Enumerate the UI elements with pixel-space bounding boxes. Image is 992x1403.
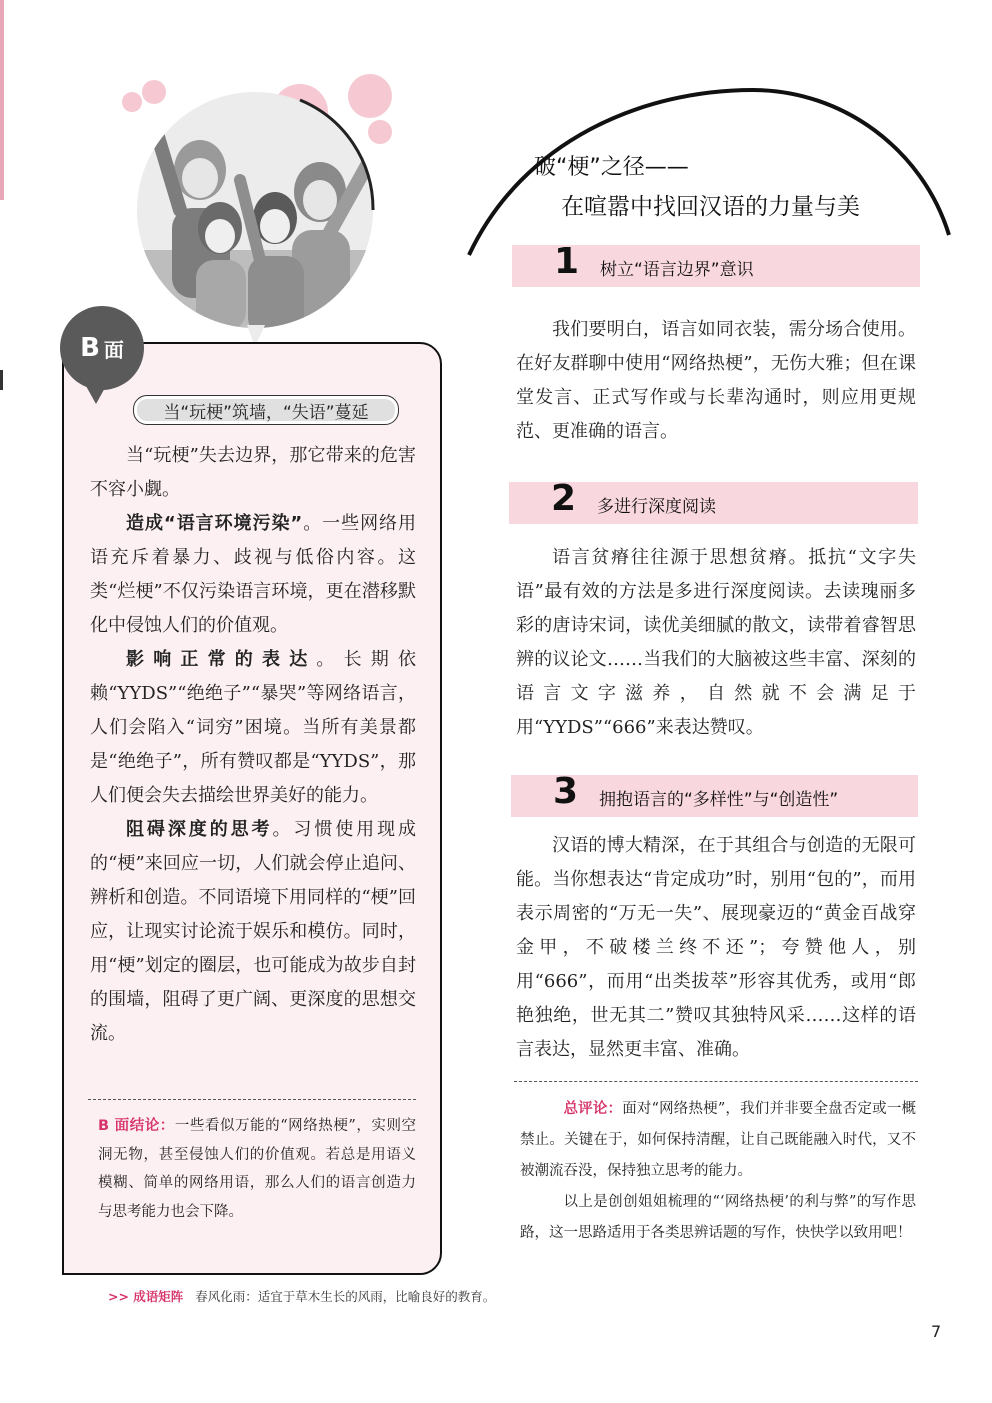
right-title-line2: 在喧嚣中找回汉语的力量与美 <box>561 194 860 220</box>
page-edge-tab <box>0 0 4 200</box>
point-paragraph <box>90 813 416 1051</box>
section-label: 拥抱语言的“多样性”与“创造性” <box>599 790 839 810</box>
conclusion-label: B 面结论： <box>98 1118 175 1134</box>
point-heading: 影响正常的表达 <box>126 649 317 670</box>
summary-paragraph <box>520 1094 916 1187</box>
section-body-2 <box>516 541 916 745</box>
b-side-subtitle: 当“玩梗”筑墙，“失语”蔓延 <box>133 395 399 425</box>
footer-text: 春风化雨：适宜于草木生长的风雨，比喻良好的教育。 <box>195 1289 496 1304</box>
page-number: 7 <box>931 1322 942 1341</box>
cheering-friends-illustration <box>120 60 410 350</box>
page-edge-mark <box>0 370 3 390</box>
speech-bubble-icon <box>348 74 392 118</box>
summary-block <box>520 1094 916 1249</box>
b-side-conclusion <box>98 1112 416 1226</box>
right-title-line1: 破“梗”之径—— <box>534 155 689 180</box>
section-number: 3 <box>553 771 579 812</box>
section-number: 2 <box>551 478 577 519</box>
closing-paragraph: 以上是创创姐姐梳理的“‘网络热梗’的利与弊”的写作思路，这一思路适用于各类思辨话题的写作，快快学以致用吧！ <box>520 1194 916 1241</box>
section-label: 多进行深度阅读 <box>597 497 716 517</box>
badge-letter: B <box>80 333 100 363</box>
point-text: 。一些网络用语充斥着暴力、歧视与低俗内容。这类“烂梗”不仅污染语言环境，更在潜移默化中侵蚀人们的价值观。 <box>90 513 416 636</box>
section-header-2 <box>509 478 918 524</box>
idiom-footer <box>108 1287 495 1305</box>
section-header-3 <box>511 771 918 817</box>
divider <box>88 1099 416 1100</box>
point-text: 。习惯使用现成的“梗”来回应一切，人们就会停止追问、辨析和创造。不同语境下用同样的“梗”回应，让现实讨论流于娱乐和模仿。同时，用“梗”划定的圈层，也可能成为故步自封的围墙，阻碍了更广阔、更深度的思想交流。 <box>90 819 417 1044</box>
section-text: 我们要明白，语言如同衣装，需分场合使用。在好友群聊中使用“网络热梗”，无伤大雅；但在课堂发言、正式写作或与长辈沟通时，则应用更规范、更准确的语言。 <box>516 319 916 442</box>
point-paragraph <box>90 507 416 643</box>
conclusion-text: 一些看似万能的“网络热梗”，实则空洞无物，甚至侵蚀人们的价值观。若总是用语义模糊、简单的网络用语，那么人们的语言创造力与思考能力也会下降。 <box>98 1118 416 1220</box>
b-side-badge <box>60 306 144 390</box>
point-heading: 阻碍深度的思考 <box>126 819 273 840</box>
divider <box>514 1081 918 1082</box>
badge-word: 面 <box>103 337 124 362</box>
b-side-body <box>90 439 416 1051</box>
point-text: 。长期依赖“YYDS”“绝绝子”“暴哭”等网络语言，人们会陷入“词穷”困境。当所有美景都是“绝绝子”，所有赞叹都是“YYDS”，那人们便会失去描绘世界美好的能力。 <box>90 649 417 806</box>
section-header-1 <box>512 241 920 287</box>
section-body-1 <box>516 313 916 449</box>
section-body-3 <box>516 829 916 1067</box>
point-paragraph <box>90 643 416 813</box>
section-label: 树立“语言边界”意识 <box>600 260 754 280</box>
section-text: 汉语的博大精深，在于其组合与创造的无限可能。当你想表达“肯定成功”时，别用“包的”，而用表示周密的“万无一失”、展现豪迈的“黄金百战穿金甲，不破楼兰终不还”；夸赞他人，别用“666”，而用“出类拔萃”形容其优秀，或用“郎艳独绝，世无其二”赞叹其独特风采……这样的语言表达，显然更丰富、准确。 <box>516 835 916 1060</box>
section-text: 语言贫瘠往往源于思想贫瘠。抵抗“文字失语”最有效的方法是多进行深度阅读。去读瑰丽多彩的唐诗宋词，读优美细腻的散文，读带着睿智思辨的议论文……当我们的大脑被这些丰富、深刻的语言文字滋养，自然就不会满足于用“YYDS”“666”来表达赞叹。 <box>516 547 916 738</box>
summary-text: 面对“网络热梗”，我们并非要全盘否定或一概禁止。关键在于，如何保持清醒，让自己既能融入时代，又不被潮流吞没，保持独立思考的能力。 <box>520 1101 917 1179</box>
point-heading: 造成“语言环境污染” <box>126 513 303 534</box>
intro-paragraph: 当“玩梗”失去边界，那它带来的危害不容小觑。 <box>90 445 416 500</box>
footer-marker: >> 成语矩阵 <box>108 1289 184 1304</box>
section-number: 1 <box>554 241 580 282</box>
summary-label: 总评论： <box>563 1101 623 1117</box>
